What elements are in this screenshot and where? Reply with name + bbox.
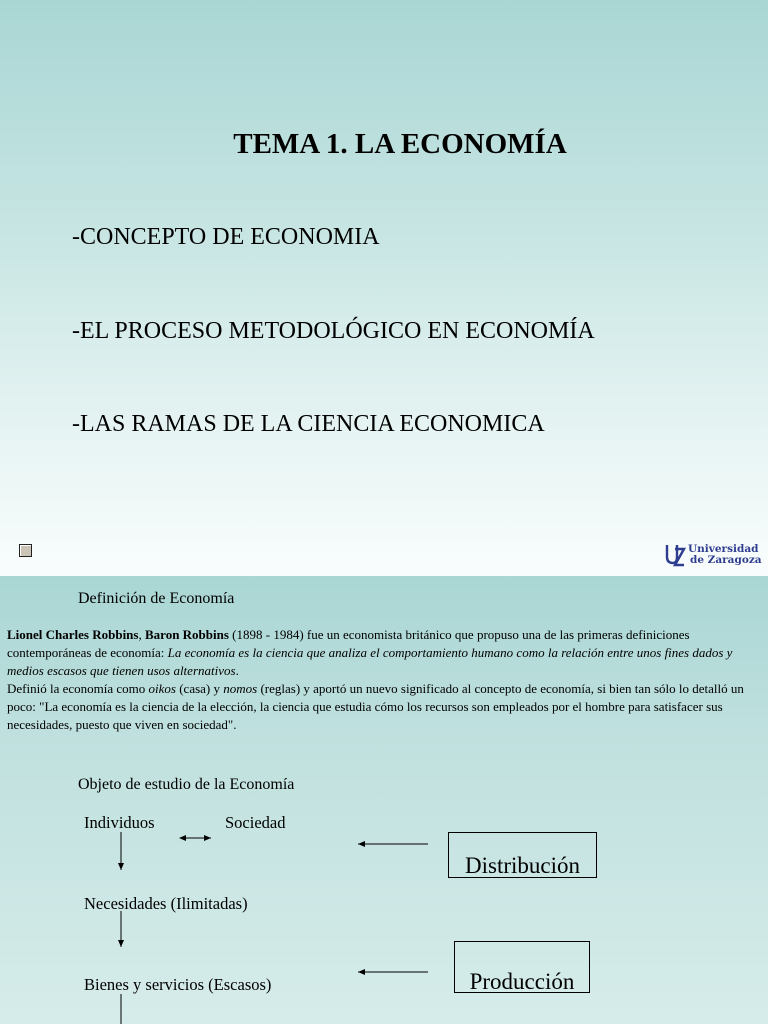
robbins-title: Baron Robbins [144, 627, 229, 642]
para-italic-definition: La economía es la ciencia que analiza el comportamiento humano como la relación entre unos fines dados y medios escasos que tienen usos alternativos [7, 645, 733, 678]
label-sociedad: Sociedad [225, 813, 286, 832]
para-text2: . [235, 663, 239, 678]
square-icon [19, 544, 32, 557]
bullet-proceso: -EL PROCESO METODOLÓGICO EN ECONOMÍA [72, 318, 595, 344]
logo-line2: de Zaragoza [690, 554, 762, 566]
oikos: oikos [148, 681, 176, 696]
slide-title-heading: TEMA 1. LA ECONOMÍA [233, 128, 567, 160]
label-necesidades: Necesidades (Ilimitadas) [84, 894, 248, 913]
diagram-arrows [0, 576, 768, 1024]
bullet-ramas: -LAS RAMAS DE LA CIENCIA ECONOMICA [72, 411, 545, 437]
para-text3: Definió la economía como [7, 681, 149, 696]
logo-line1: Universidad [688, 543, 759, 555]
objeto-heading: Objeto de estudio de la Economía [78, 776, 295, 793]
separator: , [138, 627, 145, 642]
label-individuos: Individuos [84, 813, 155, 832]
robbins-name: Lionel Charles Robbins [7, 627, 139, 642]
para-text1: (1898 - 1984) fue un economista británico que propuso una de las primeras definiciones contemporáneas de economía: [7, 627, 690, 660]
university-logo [664, 540, 764, 572]
label-bienes: Bienes y servicios (Escasos) [84, 975, 272, 994]
logo-mark-icon [664, 541, 686, 569]
box-distribucion: Distribución [448, 832, 597, 878]
bullet-concepto: -CONCEPTO DE ECONOMIA [72, 224, 380, 250]
para-text4: (casa) y [175, 681, 224, 696]
definicion-heading: Definición de Economía [78, 590, 235, 607]
para-text5: (reglas) y aportó un nuevo significado al concepto de economía, si bien tan sólo lo detalló un poco: "La economía es la ciencia de la elección, la ciencia que estudia cómo los recursos son empleados por el hombre para satisfacer sus necesidades, puesto que viven en sociedad". [7, 681, 744, 732]
box-produccion: Producción [454, 941, 590, 993]
nomos: nomos [223, 681, 258, 696]
slide-definicion [0, 576, 768, 1024]
